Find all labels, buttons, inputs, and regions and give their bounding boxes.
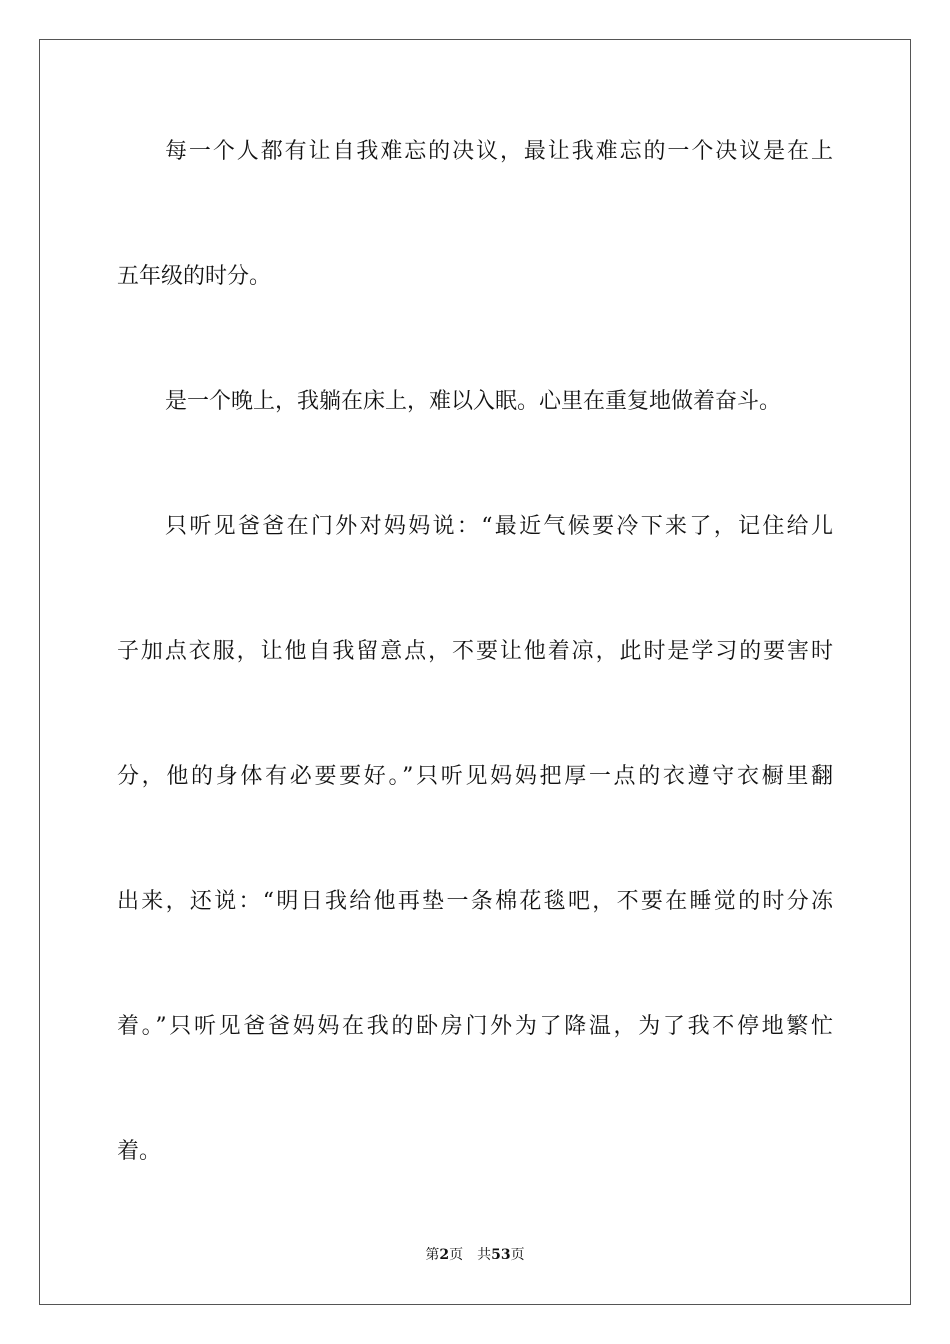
paragraph-3-line-2: 子加点衣服，让他自我留意点，不要让他着凉，此时是学习的要害时 (117, 639, 833, 664)
page-border (39, 39, 911, 1305)
page-number: 2 (439, 1247, 450, 1263)
paragraph-2-line-1: 是一个晚上，我躺在床上，难以入眠。心里在重复地做着奋斗。 (165, 389, 782, 414)
paragraph-3-line-4: 出来，还说：“明日我给他再垫一条棉花毯吧，不要在睡觉的时分冻 (117, 889, 833, 914)
page-footer (0, 1246, 950, 1264)
total-prefix: 共 (477, 1247, 492, 1263)
total-pages: 53 (491, 1247, 511, 1263)
paragraph-3-line-6: 着。 (117, 1139, 162, 1164)
paragraph-3-line-1: 只听见爸爸在门外对妈妈说：“最近气候要冷下来了，记住给儿 (165, 514, 833, 539)
paragraph-1-line-1: 每一个人都有让自我难忘的决议，最让我难忘的一个决议是在上 (165, 139, 833, 164)
page-prefix: 第 (425, 1247, 440, 1263)
paragraph-1-line-2: 五年级的时分。 (117, 264, 272, 289)
total-suffix: 页 (510, 1247, 525, 1263)
paragraph-3-line-3: 分，他的身体有必要要好。”只听见妈妈把厚一点的衣遵守衣橱里翻 (117, 764, 833, 789)
page-suffix: 页 (449, 1247, 464, 1263)
paragraph-3-line-5: 着。”只听见爸爸妈妈在我的卧房门外为了降温，为了我不停地繁忙 (117, 1014, 833, 1039)
